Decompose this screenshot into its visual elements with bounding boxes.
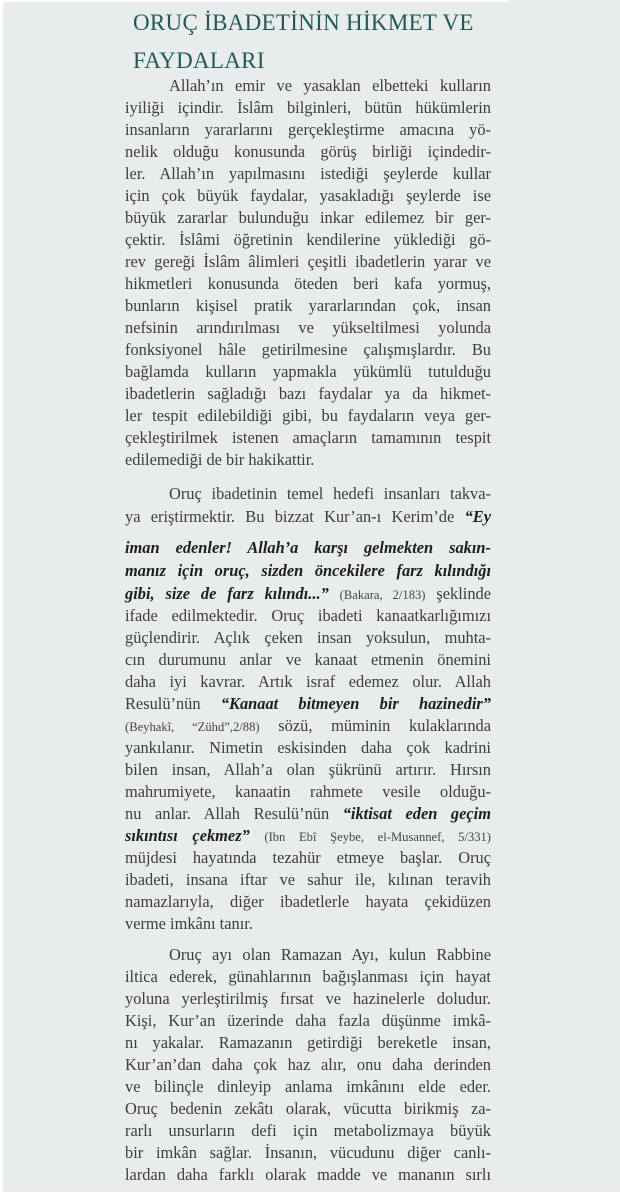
text-line: [125, 803, 491, 825]
citation: (Bakara, 2/183): [339, 588, 426, 602]
hadith-quote: “Kanaat bitmeyen bir hazinedir”: [220, 694, 491, 713]
text-line: ler. Allah’ın yapılmasını istediği şeylerde kullar: [125, 164, 491, 183]
text-line: hikmetleri konusunda öteden beri kafa yormuş,: [125, 274, 491, 293]
text-line: ve bilinçle dinleyip anlama imkânını elde eder.: [125, 1077, 491, 1096]
text-line: fonksiyonel hâle getirilmesine çalışmışlardır. Bu: [125, 340, 491, 359]
text-line: çektir. İslâmi öğretinin kendilerine yüklediği gö-: [125, 230, 491, 249]
text-line: Allah’ın emir ve yasaklan elbetteki kulların: [169, 76, 491, 95]
text-span: şeklinde: [436, 584, 491, 603]
document-page: [3, 0, 620, 1192]
text-line: iltica ederek, günahlarının bağışlanması için hayat: [125, 967, 491, 986]
text-line: çekleştirilmek istenen amaçların tamamının tespit: [125, 428, 491, 447]
text-line: bilen insan, Allah’a olan şükrünü artırır. Hırsın: [125, 760, 491, 779]
text-line: bunların kişisel pratik yararlarından çok, insan: [125, 296, 491, 315]
text-line: Kişi, Kur’an üzerinde daha fazla düşünme imkâ-: [125, 1011, 491, 1030]
citation: (Beyhakî, “Zühd”,2/88): [125, 720, 260, 734]
text-line: edilemediği de bir hakikattir.: [125, 450, 315, 469]
text-span: Resulü’nün: [125, 694, 201, 713]
text-line: [125, 693, 491, 715]
text-line: lardan daha farklı olarak madde ve mananın sırlı: [125, 1165, 491, 1184]
text-line: [125, 506, 491, 528]
text-line: nefsinin arındırılması ve yükseltilmesi yolunda: [125, 318, 491, 337]
text-line: [125, 825, 491, 847]
text-line: müjdesi hayatında tezahür etmeye başlar. Oruç: [125, 848, 491, 867]
section-title: [133, 4, 493, 80]
text-line: ifade edilmektedir. Oruç ibadeti kanaatkarlığımızı: [125, 606, 491, 625]
text-line: namazlarıyla, diğer ibadetlerle hayata çekidüzen: [125, 892, 491, 911]
text-line: bağlamda kulların yapmakla yükümlü tutulduğu: [125, 362, 491, 381]
quran-quote: gibi, size de farz kılındı...”: [125, 584, 329, 603]
text-span: nu anlar. Allah Resulü’nün: [125, 804, 330, 823]
text-line: [125, 583, 491, 605]
text-line: cın durumunu anlar ve kanaat etmenin önemini: [125, 650, 491, 669]
text-line: iyiliği içindir. İslâm bilginleri, bütün hükümlerin: [125, 98, 491, 117]
text-line: [125, 715, 491, 737]
text-line: için çok büyük faydalar, yasakladığı şeylerde ise: [125, 186, 491, 205]
text-column: [125, 0, 491, 1192]
hadith-quote: “iktisat eden geçim: [342, 804, 491, 823]
quran-quote-line: manız için oruç, sizden öncekilere farz kılındığı: [125, 561, 491, 580]
text-line: Oruç ayı olan Ramazan Ayı, kulun Rabbine: [169, 945, 491, 964]
text-line: insanların yararlarını gerçekleştirme amacına yö-: [125, 120, 491, 139]
text-line: verme imkânı tanır.: [125, 914, 253, 933]
text-line: büyük zararlar bulunduğu inkar edilemez bir ger-: [125, 208, 491, 227]
quran-quote-line: iman edenler! Allah’a karşı gelmekten sakın-: [125, 538, 491, 557]
text-line: daha iyi kavrar. Artık israf edemez olur. Allah: [125, 672, 491, 691]
text-line: Oruç bedenin zekâtı olarak, vücutta birikmiş za-: [125, 1099, 491, 1118]
text-span: sözü, müminin kulaklarında: [278, 716, 491, 735]
text-line: ibadeti, insana iftar ve sahur ile, kılınan teravih: [125, 870, 491, 889]
text-line: nelik olduğu konusunda görüş birliği içindedir-: [125, 142, 491, 161]
text-span: ya eriştirmektir. Bu bizzat Kur’an-ı Kerim’de: [125, 507, 455, 526]
text-line: yankılanır. Nimetin eskisinden daha çok kadrini: [125, 738, 491, 757]
hadith-quote: sıkıntısı çekmez”: [125, 826, 250, 845]
text-line: rarlı unsurların defi için metabolizmaya büyük: [125, 1121, 491, 1140]
text-line: rev gereği İslâm âlimleri çeşitli ibadetlerin yarar ve: [125, 252, 491, 271]
text-line: Kur’an’dan daha çok haz alır, onu daha derinden: [125, 1055, 491, 1074]
text-line: nı yakalar. Ramazanın getirdiği bereketle insan,: [125, 1033, 491, 1052]
citation: (Ibn Ebî Şeybe, el-Musannef, 5/331): [264, 830, 491, 844]
text-line: mahrumiyete, kanaatin rahmete vesile olduğu-: [125, 782, 491, 801]
quran-quote: “Ey: [464, 507, 491, 526]
text-line: güçlendirir. Açlık çeken insan yoksulun, muhta-: [125, 628, 491, 647]
text-line: ler tespit edilebildiği gibi, bu faydaların veya ger-: [125, 406, 491, 425]
text-line: Oruç ibadetinin temel hedefi insanları takva-: [169, 484, 491, 503]
text-line: yoluna yerleştirilmiş fırsat ve hazinelerle doludur.: [125, 989, 491, 1008]
title-line-2: FAYDALARI: [133, 48, 265, 73]
title-line-1: ORUÇ İBADETİNİN HİKMET VE: [133, 10, 474, 35]
text-line: ibadetlerin sağladığı bazı faydalar ya da hikmet-: [125, 384, 491, 403]
text-line: bir imkân sağlar. İnsanın, vücudunu diğer canlı-: [125, 1143, 491, 1162]
